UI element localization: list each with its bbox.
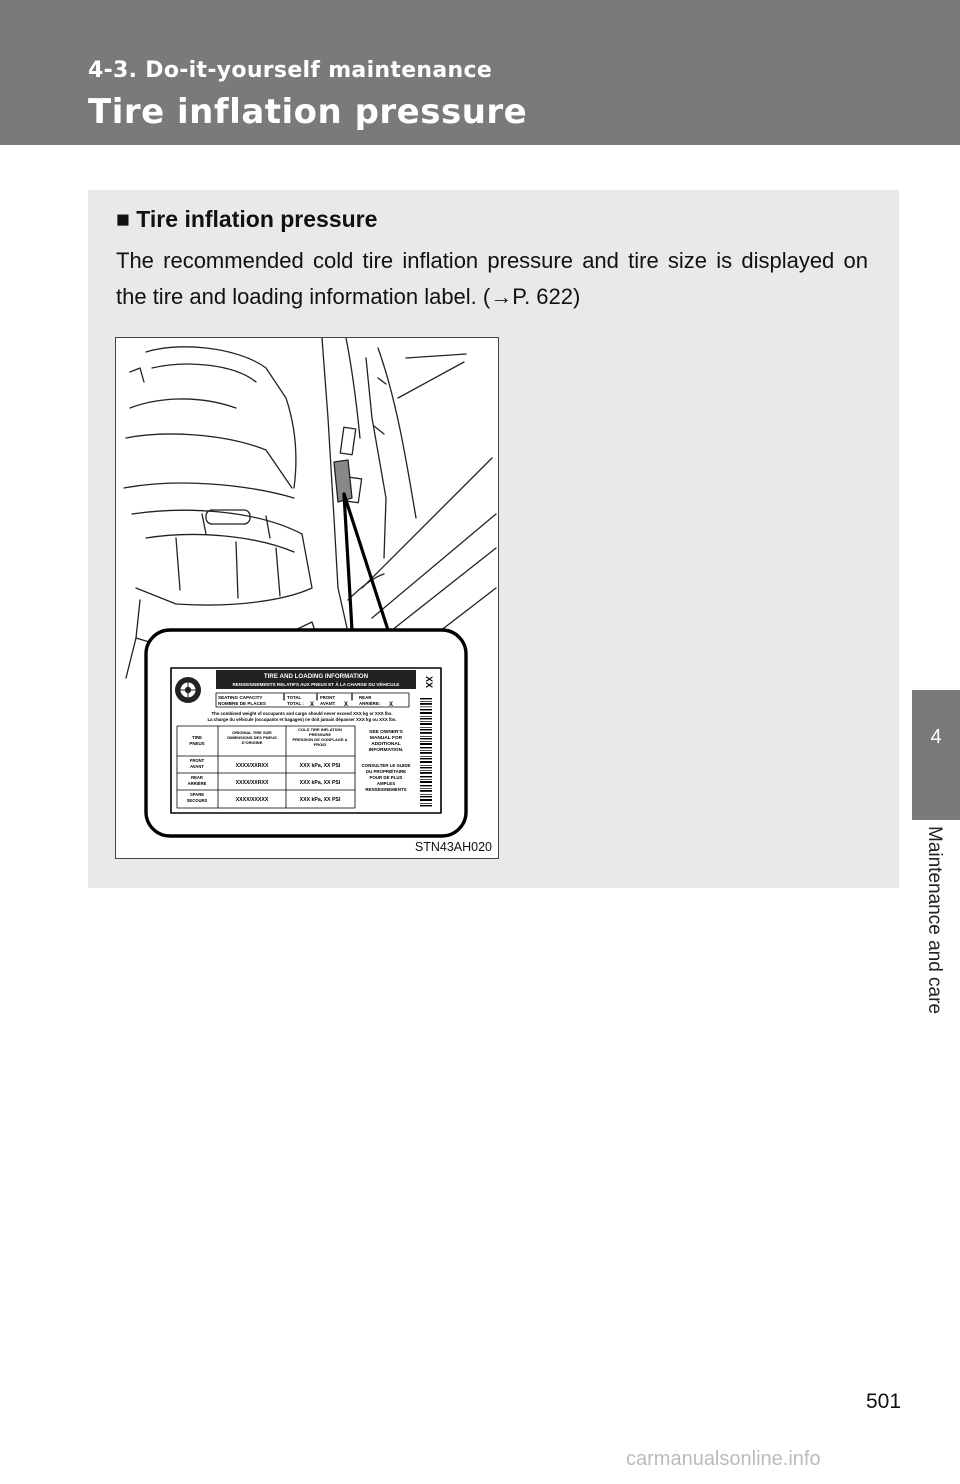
tire-icon (175, 677, 201, 703)
row-spare-en: SPARE (189, 792, 205, 797)
consult-3: POUR DE PLUS (369, 775, 403, 780)
chapter-tab-number: 4 (930, 726, 942, 748)
row-spare-pressure: XXX kPa, XX PSI (299, 797, 341, 803)
tire-loading-label (171, 668, 441, 813)
row-front-fr: AVANT (190, 764, 204, 769)
front-value: X (344, 702, 349, 708)
col-pressure-2: PRESSURE (308, 732, 332, 737)
label-code: XX (424, 675, 434, 689)
label-title-fr: RENSEIGNEMENTS RELATIFS AUX PNEUS ET À LA CHARGE DU VÉHICULE (232, 682, 400, 687)
col-pressure-1: COLD TIRE INFLATION (298, 727, 342, 732)
chapter-header (0, 0, 960, 145)
total-fr: TOTAL : (287, 701, 304, 706)
consult-4: AMPLES (376, 781, 396, 786)
label-title-en: TIRE AND LOADING INFORMATION (263, 673, 369, 680)
col-size-2: DIMENSIONS DES PNEUS (227, 735, 277, 740)
row-spare-size: XXXX/XXXXX (235, 797, 269, 803)
chapter-side-label: Maintenance and care (924, 825, 945, 1015)
total-value: X (310, 702, 315, 708)
page-title: Tire inflation pressure (88, 92, 528, 132)
callout-leader (344, 494, 388, 630)
rear-en: REAR (359, 695, 372, 700)
col-pressure-3: PRESSION DE GONFLAGE A (292, 737, 348, 742)
rear-value: X (389, 702, 394, 708)
section-label: 4-3. Do-it-yourself maintenance (88, 58, 493, 83)
row-front-pressure: XXX kPa, XX PSI (299, 763, 341, 769)
row-rear-fr: ARRIÈRE (187, 781, 207, 786)
see-manual-4: INFORMATION. (368, 748, 404, 753)
row-spare-fr: SECOURS (186, 798, 208, 803)
sub-heading: ■ Tire inflation pressure (116, 206, 378, 232)
see-manual-2: MANUAL FOR (369, 736, 403, 741)
seating-capacity-en: SEATING CAPACITY (218, 695, 263, 700)
col-size-1: ORIGINAL TIRE SIZE (232, 730, 272, 735)
body-paragraph: The recommended cold tire inflation pressure and tire size is displayed on the tire and loading information label. (→P. 622) (116, 248, 868, 309)
watermark: carmanualsonline.info (626, 1448, 821, 1470)
consult-5: RENSEIGNEMENTS (365, 787, 407, 792)
tire-label-figure (115, 337, 499, 859)
page-number: 501 (866, 1390, 902, 1413)
row-front-en: FRONT (189, 758, 205, 763)
seating-capacity-fr: NOMBRE DE PLACES (218, 701, 266, 706)
figure-code: STN43AH020 (414, 840, 492, 854)
col-size-3: D'ORIGINE (241, 740, 263, 745)
row-front-size: XXXX/XXRXX (235, 763, 269, 769)
row-rear-size: XXXX/XXRXX (235, 780, 269, 786)
consult-2: DU PROPRIÉTAIRE (365, 769, 407, 774)
row-rear-en: REAR (191, 775, 203, 780)
row-rear-pressure: XXX kPa, XX PSI (299, 780, 341, 786)
total-en: TOTAL (287, 695, 302, 700)
front-en: FRONT (320, 695, 336, 700)
weight-warning-fr: La charge du véhicule (occupants et bagages) ne doit jamais dépasser XXX kg ou XXX lbs. (207, 717, 397, 722)
chapter-tab[interactable] (912, 690, 960, 820)
rear-fr: ARRIÈRE: (359, 701, 381, 706)
col-tire-fr: PNEUS (189, 741, 205, 746)
col-tire-en: TIRE (191, 735, 203, 740)
see-manual-1: SEE OWNER'S (369, 730, 403, 735)
col-pressure-4: FROID (313, 742, 327, 747)
door-pillar-illustration (116, 338, 499, 859)
see-manual-3: ADDITIONAL (371, 742, 401, 747)
weight-warning-en: The combined weight of occupants and cargo should never exceed XXX kg or XXX lbs. (211, 711, 393, 716)
front-fr: AVANT: (320, 701, 336, 706)
consult-1: CONSULTER LE GUIDE (361, 763, 411, 768)
